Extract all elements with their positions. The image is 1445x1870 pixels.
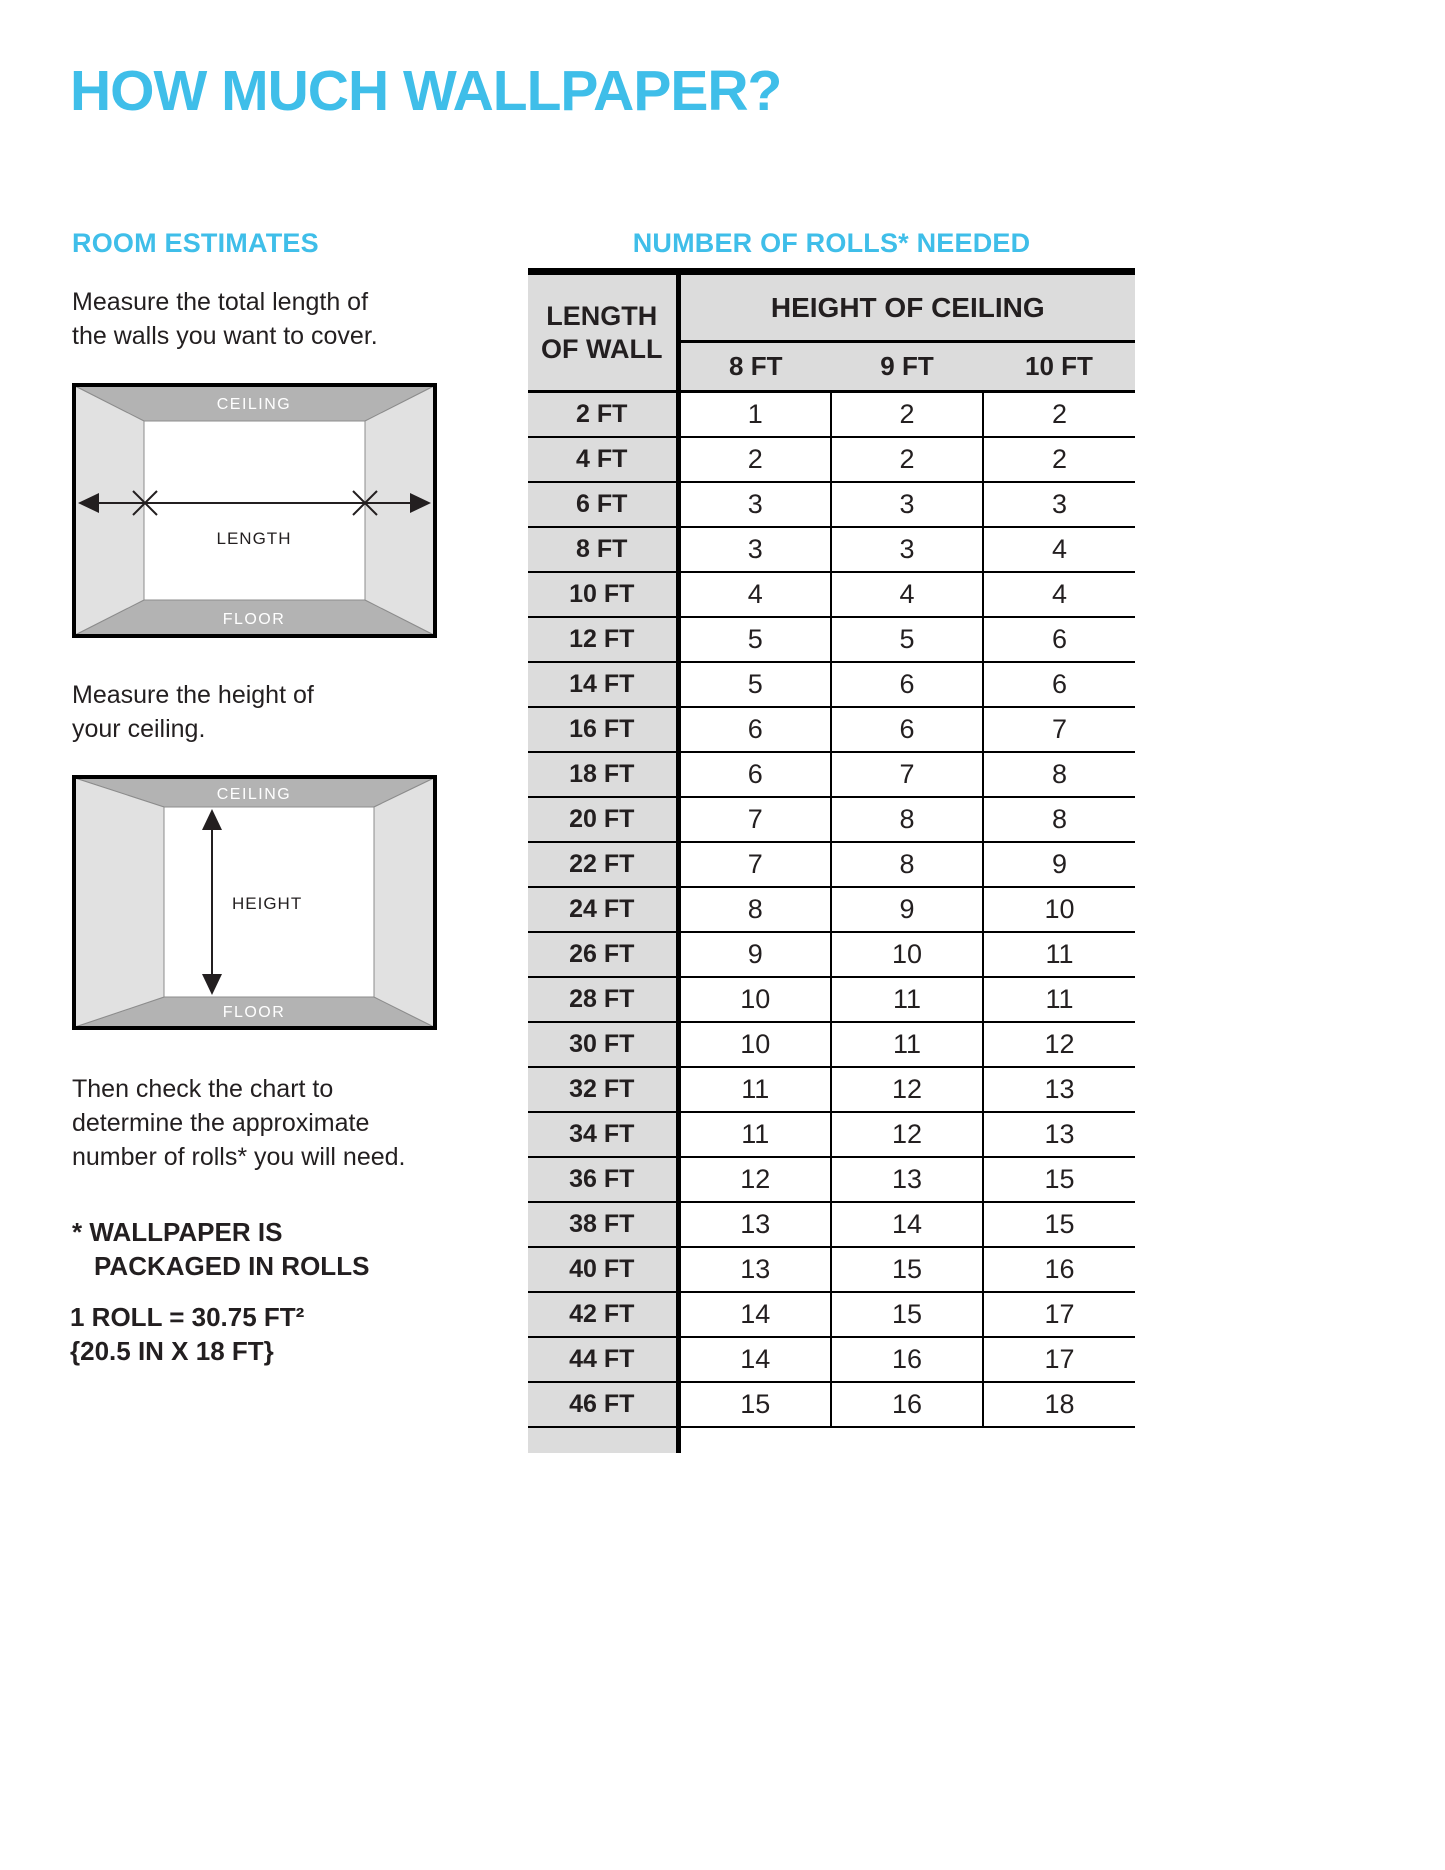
length-diagram — [72, 383, 437, 638]
rolls-count-cell: 9 — [678, 932, 831, 977]
rolls-count-cell: 17 — [983, 1292, 1135, 1337]
step2-text — [72, 678, 314, 746]
rolls-count-cell: 10 — [678, 1022, 831, 1067]
wall-length-cell: 26 FT — [528, 932, 678, 977]
table-row — [528, 1382, 1135, 1427]
rolls-count-cell: 13 — [983, 1112, 1135, 1157]
rolls-count-cell: 2 — [678, 437, 831, 482]
table-row — [528, 617, 1135, 662]
floor-label: FLOOR — [222, 611, 286, 628]
rolls-count-cell: 16 — [983, 1247, 1135, 1292]
table-row — [528, 1202, 1135, 1247]
step3-line2: determine the approximate — [72, 1109, 370, 1137]
rolls-count-cell: 5 — [678, 662, 831, 707]
left-wall-panel — [75, 386, 144, 635]
rolls-count-cell: 8 — [678, 887, 831, 932]
table-row — [528, 1022, 1135, 1067]
rolls-count-cell: 15 — [983, 1202, 1135, 1247]
rolls-count-cell: 5 — [678, 617, 831, 662]
rolls-count-cell: 7 — [678, 797, 831, 842]
rolls-count-cell: 3 — [678, 482, 831, 527]
wall-length-cell: 32 FT — [528, 1067, 678, 1112]
rolls-count-cell: 2 — [831, 392, 983, 437]
rolls-count-cell: 4 — [983, 527, 1135, 572]
step1-line1: Measure the total length of — [72, 288, 369, 316]
rolls-count-cell: 8 — [983, 752, 1135, 797]
table-row — [528, 707, 1135, 752]
wall-length-cell: 40 FT — [528, 1247, 678, 1292]
table-row — [528, 1157, 1135, 1202]
rolls-count-cell: 1 — [678, 392, 831, 437]
table-row — [528, 572, 1135, 617]
rolls-count-cell: 14 — [831, 1202, 983, 1247]
rolls-count-cell: 10 — [678, 977, 831, 1022]
wall-length-cell: 36 FT — [528, 1157, 678, 1202]
wall-length-cell: 22 FT — [528, 842, 678, 887]
stub-empty-cell — [678, 1427, 1135, 1453]
table-row — [528, 752, 1135, 797]
col-header-9ft: 9 FT — [831, 342, 983, 392]
ceiling-label: CEILING — [216, 786, 292, 803]
roll-size-info — [70, 1300, 304, 1368]
table-row — [528, 662, 1135, 707]
table-row — [528, 797, 1135, 842]
rolls-count-cell: 14 — [678, 1337, 831, 1382]
col-header-10ft: 10 FT — [983, 342, 1135, 392]
stub-gray-cell — [528, 1427, 678, 1453]
rolls-count-cell: 6 — [983, 617, 1135, 662]
rolls-count-cell: 9 — [983, 842, 1135, 887]
rolls-count-cell: 18 — [983, 1382, 1135, 1427]
table-row — [528, 932, 1135, 977]
rolls-count-cell: 6 — [831, 662, 983, 707]
step3-line1: Then check the chart to — [72, 1075, 334, 1103]
rolls-count-cell: 7 — [678, 842, 831, 887]
step2-line2: your ceiling. — [72, 715, 206, 743]
table-row — [528, 842, 1135, 887]
back-wall-panel — [144, 421, 365, 600]
note-line1: * WALLPAPER IS — [72, 1217, 283, 1247]
group-header-row — [528, 272, 1135, 342]
rolls-count-cell: 15 — [678, 1382, 831, 1427]
rolls-count-cell: 11 — [983, 932, 1135, 977]
wall-length-cell: 14 FT — [528, 662, 678, 707]
rolls-count-cell: 16 — [831, 1337, 983, 1382]
wall-length-cell: 30 FT — [528, 1022, 678, 1067]
room-estimates-heading: ROOM ESTIMATES — [72, 228, 319, 258]
rolls-count-cell: 3 — [831, 482, 983, 527]
wall-length-cell: 10 FT — [528, 572, 678, 617]
rolls-count-cell: 15 — [831, 1247, 983, 1292]
rolls-table-body — [528, 392, 1135, 1427]
rolls-count-cell: 3 — [983, 482, 1135, 527]
wall-length-cell: 8 FT — [528, 527, 678, 572]
rolls-count-cell: 3 — [678, 527, 831, 572]
rolls-count-cell: 12 — [831, 1067, 983, 1112]
left-wall-panel — [75, 778, 164, 1027]
rolls-count-cell: 2 — [983, 392, 1135, 437]
rolls-count-cell: 6 — [678, 707, 831, 752]
height-diagram-svg — [72, 775, 437, 1030]
rolls-count-cell: 13 — [983, 1067, 1135, 1112]
wall-length-cell: 46 FT — [528, 1382, 678, 1427]
rolls-count-cell: 4 — [678, 572, 831, 617]
rolls-table-container — [528, 268, 1135, 1453]
wall-length-cell: 34 FT — [528, 1112, 678, 1157]
rolls-count-cell: 10 — [983, 887, 1135, 932]
right-wall-panel — [365, 386, 434, 635]
table-row — [528, 392, 1135, 437]
wall-length-cell: 38 FT — [528, 1202, 678, 1247]
rolls-count-cell: 8 — [983, 797, 1135, 842]
note-line2: PACKAGED IN ROLLS — [94, 1251, 370, 1281]
table-row — [528, 437, 1135, 482]
rolls-count-cell: 13 — [678, 1247, 831, 1292]
wall-length-cell: 6 FT — [528, 482, 678, 527]
wall-length-cell: 28 FT — [528, 977, 678, 1022]
table-row — [528, 527, 1135, 572]
col-header-8ft: 8 FT — [678, 342, 831, 392]
wall-length-cell: 42 FT — [528, 1292, 678, 1337]
table-row — [528, 1247, 1135, 1292]
step2-line1: Measure the height of — [72, 681, 314, 709]
table-row — [528, 887, 1135, 932]
group-header-height-of-ceiling: HEIGHT OF CEILING — [678, 272, 1135, 342]
rolls-count-cell: 13 — [678, 1202, 831, 1247]
rolls-count-cell: 5 — [831, 617, 983, 662]
rolls-count-cell: 11 — [831, 1022, 983, 1067]
rolls-count-cell: 12 — [678, 1157, 831, 1202]
table-row — [528, 977, 1135, 1022]
step3-line3: number of rolls* you will need. — [72, 1143, 406, 1171]
rolls-count-cell: 4 — [983, 572, 1135, 617]
step3-text — [72, 1072, 406, 1174]
rolls-count-cell: 14 — [678, 1292, 831, 1337]
length-diagram-svg — [72, 383, 437, 638]
rolls-count-cell: 11 — [678, 1067, 831, 1112]
rolls-count-cell: 11 — [831, 977, 983, 1022]
wall-length-cell: 44 FT — [528, 1337, 678, 1382]
table-row — [528, 1112, 1135, 1157]
rolls-count-cell: 10 — [831, 932, 983, 977]
rolls-count-cell: 3 — [831, 527, 983, 572]
rolls-count-cell: 8 — [831, 797, 983, 842]
wall-length-cell: 20 FT — [528, 797, 678, 842]
roll-size-line1: 1 ROLL = 30.75 FT² — [70, 1302, 305, 1332]
rolls-count-cell: 11 — [678, 1112, 831, 1157]
wall-length-cell: 24 FT — [528, 887, 678, 932]
wall-length-cell: 12 FT — [528, 617, 678, 662]
floor-label: FLOOR — [222, 1004, 286, 1021]
rolls-count-cell: 7 — [983, 707, 1135, 752]
wall-length-cell: 2 FT — [528, 392, 678, 437]
rolls-count-cell: 6 — [831, 707, 983, 752]
rolls-count-cell: 15 — [831, 1292, 983, 1337]
rolls-count-cell: 4 — [831, 572, 983, 617]
rolls-count-cell: 13 — [831, 1157, 983, 1202]
corner-header-line1: LENGTH — [546, 300, 658, 331]
rolls-count-cell: 9 — [831, 887, 983, 932]
step1-text — [72, 285, 378, 353]
height-diagram — [72, 775, 437, 1030]
wallpaper-rolls-note — [72, 1215, 369, 1283]
height-dimension-label: HEIGHT — [232, 894, 303, 913]
rolls-count-cell: 2 — [983, 437, 1135, 482]
table-bottom-stub-row — [528, 1427, 1135, 1453]
table-row — [528, 1067, 1135, 1112]
table-row — [528, 1292, 1135, 1337]
corner-header-length-of-wall — [528, 272, 678, 392]
rolls-count-cell: 11 — [983, 977, 1135, 1022]
ceiling-label: CEILING — [216, 396, 292, 413]
table-row — [528, 482, 1135, 527]
rolls-count-cell: 2 — [831, 437, 983, 482]
rolls-count-cell: 6 — [983, 662, 1135, 707]
rolls-count-cell: 8 — [831, 842, 983, 887]
right-wall-panel — [374, 778, 434, 1027]
wall-length-cell: 16 FT — [528, 707, 678, 752]
corner-header-line2: OF WALL — [541, 333, 663, 364]
table-row — [528, 1337, 1135, 1382]
rolls-count-cell: 16 — [831, 1382, 983, 1427]
wall-length-cell: 18 FT — [528, 752, 678, 797]
rolls-needed-heading: NUMBER OF ROLLS* NEEDED — [632, 228, 1031, 258]
rolls-table — [528, 268, 1135, 1453]
length-dimension-label: LENGTH — [216, 529, 292, 548]
rolls-count-cell: 12 — [831, 1112, 983, 1157]
wall-length-cell: 4 FT — [528, 437, 678, 482]
roll-size-line2: {20.5 IN X 18 FT} — [70, 1336, 274, 1366]
rolls-count-cell: 12 — [983, 1022, 1135, 1067]
page-title: HOW MUCH WALLPAPER? — [70, 59, 782, 123]
rolls-count-cell: 6 — [678, 752, 831, 797]
rolls-count-cell: 15 — [983, 1157, 1135, 1202]
rolls-count-cell: 17 — [983, 1337, 1135, 1382]
step1-line2: the walls you want to cover. — [72, 322, 378, 350]
rolls-count-cell: 7 — [831, 752, 983, 797]
